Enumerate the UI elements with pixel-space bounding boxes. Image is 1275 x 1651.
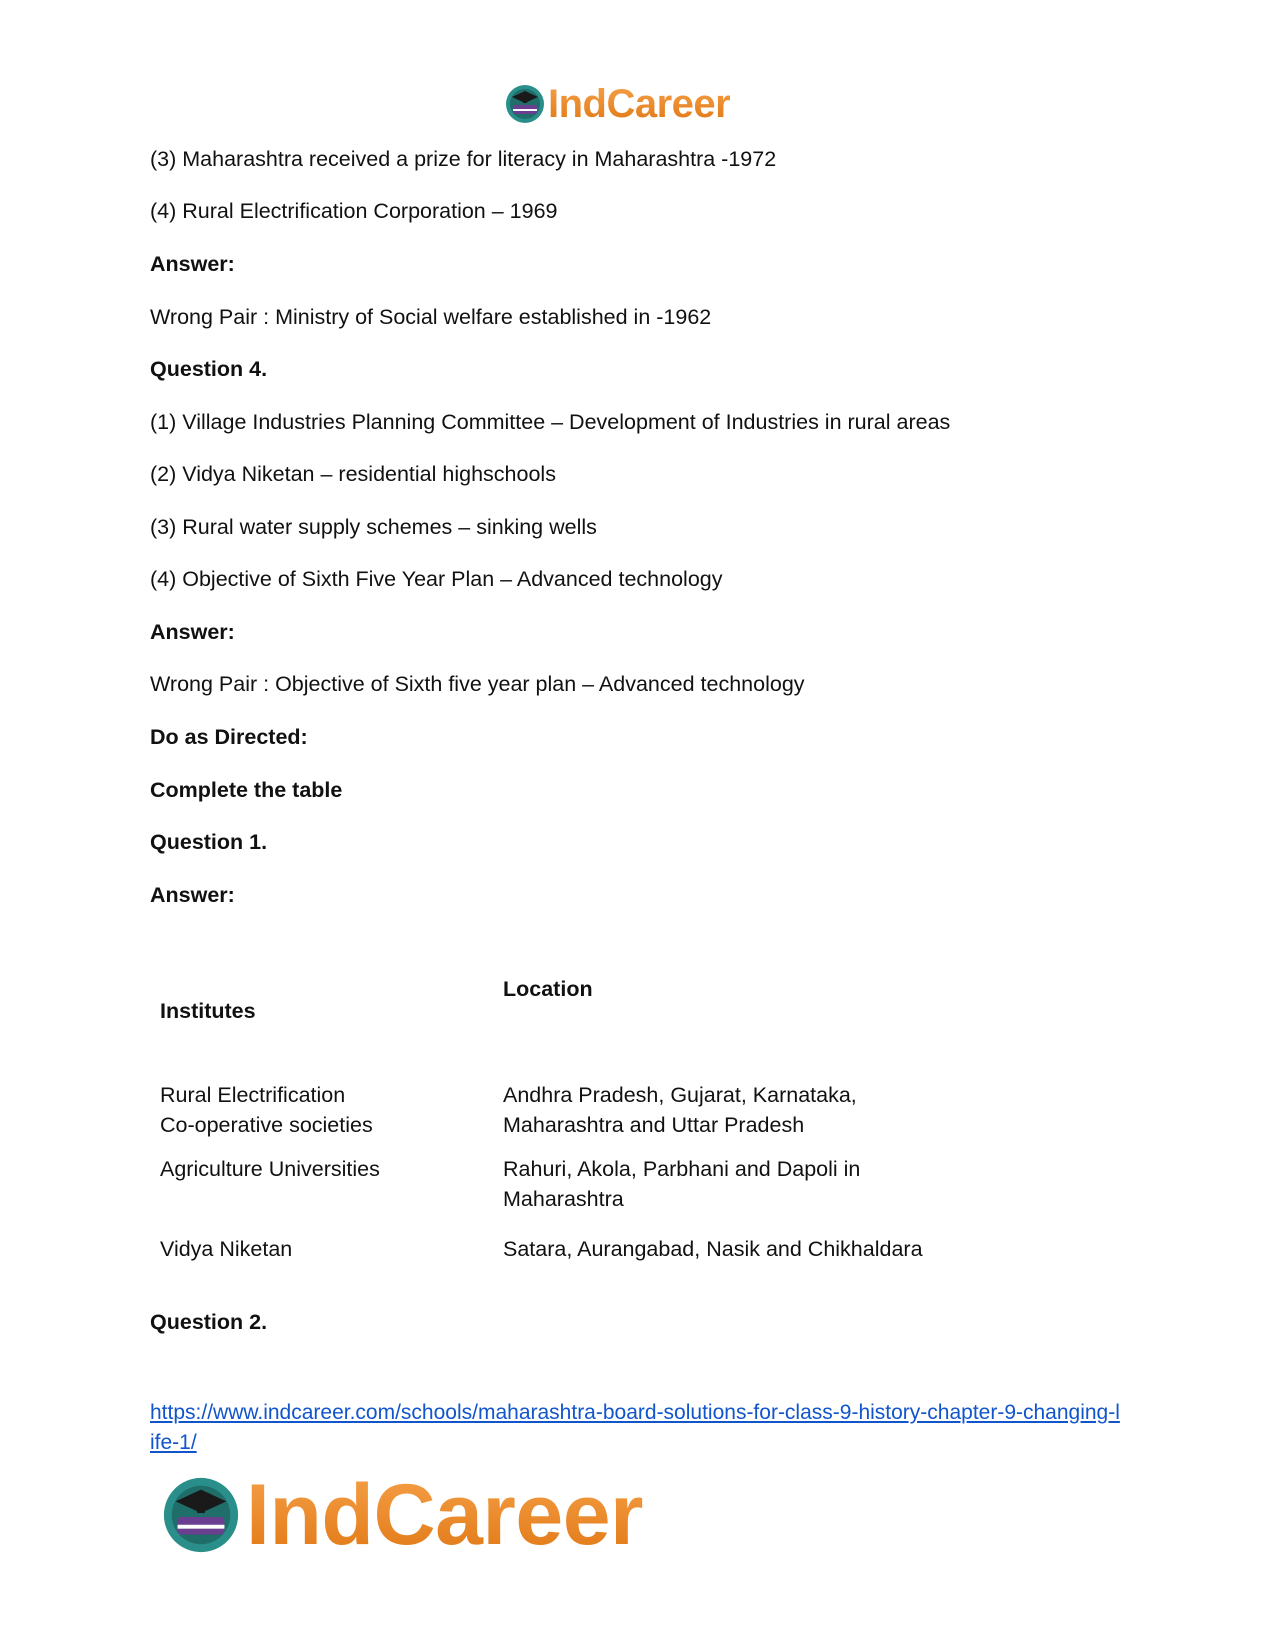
- table-cell: [150, 1154, 493, 1234]
- cell-line: Rahuri, Akola, Parbhani and Dapoli in: [503, 1157, 861, 1181]
- cell-line: Maharashtra and Uttar Pradesh: [503, 1113, 805, 1137]
- question-heading: Question 2.: [150, 1310, 268, 1334]
- logo-text: IndCareer: [246, 1466, 643, 1563]
- cell-line: Vidya Niketan: [160, 1237, 293, 1261]
- item-text: (1) Village Industries Planning Committee – Development of Industries in rural areas: [150, 410, 951, 434]
- table-row: [150, 1154, 1113, 1234]
- question-heading: Question 4.: [150, 357, 268, 381]
- logo-text: IndCareer: [548, 81, 731, 126]
- table-cell: [493, 1154, 1113, 1234]
- source-link[interactable]: https://www.indcareer.com/schools/maharashtra-board-solutions-for-class-9-history-chapter-9-changing-life-1/: [150, 1401, 1120, 1454]
- header-location: Location: [503, 977, 593, 1001]
- item-text: (4) Rural Electrification Corporation – 1969: [150, 199, 558, 223]
- cell-line: Maharashtra: [503, 1187, 624, 1211]
- table-cell: [150, 1234, 493, 1264]
- table-cell: [493, 1234, 1113, 1264]
- table-cell: [150, 1056, 493, 1154]
- header-institutes: Institutes: [160, 999, 256, 1023]
- cell-line: Agriculture Universities: [160, 1157, 380, 1181]
- item-text: (3) Maharashtra received a prize for literacy in Maharashtra -1972: [150, 147, 777, 171]
- table-row: [150, 1234, 1113, 1264]
- section-heading: Do as Directed:: [150, 725, 308, 749]
- graduation-book-icon: [504, 83, 546, 125]
- table-cell: [493, 1056, 1113, 1154]
- section-heading: Complete the table: [150, 778, 343, 802]
- table-header-row: [150, 974, 1113, 1056]
- graduation-book-icon: [160, 1474, 242, 1556]
- question-heading: Question 1.: [150, 830, 268, 854]
- institutes-table: [150, 974, 1113, 1264]
- item-text: (3) Rural water supply schemes – sinking wells: [150, 515, 597, 539]
- header-logo: [504, 80, 730, 128]
- answer-heading: Answer:: [150, 883, 235, 907]
- footer-logo: [160, 1466, 643, 1563]
- answer-heading: Answer:: [150, 252, 235, 276]
- cell-line: Satara, Aurangabad, Nasik and Chikhaldara: [503, 1237, 923, 1261]
- item-text: (2) Vidya Niketan – residential highschools: [150, 462, 556, 486]
- table-row: [150, 1056, 1113, 1154]
- cell-line: Co-operative societies: [160, 1113, 373, 1137]
- answer-text: Wrong Pair : Ministry of Social welfare established in -1962: [150, 305, 712, 329]
- answer-text: Wrong Pair : Objective of Sixth five year plan – Advanced technology: [150, 672, 805, 696]
- cell-line: Andhra Pradesh, Gujarat, Karnataka,: [503, 1083, 857, 1107]
- answer-heading: Answer:: [150, 620, 235, 644]
- item-text: (4) Objective of Sixth Five Year Plan – Advanced technology: [150, 567, 723, 591]
- cell-line: Rural Electrification: [160, 1083, 346, 1107]
